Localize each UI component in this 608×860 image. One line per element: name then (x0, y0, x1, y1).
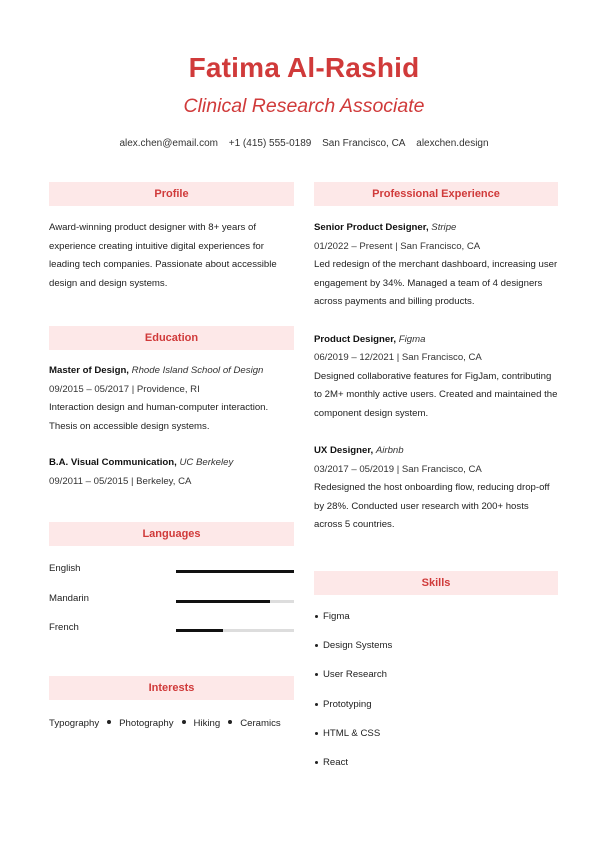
language-level-bar (176, 600, 294, 603)
experience-meta: 01/2022 – Present | San Francisco, CA (314, 240, 481, 252)
experience-role: Senior Product Designer, (314, 222, 429, 233)
interest-item: Photography (119, 717, 174, 729)
candidate-name: Fatima Al-Rashid (188, 52, 420, 83)
experience-company: Figma (398, 333, 426, 345)
contact-email[interactable]: alex.chen@email.com (119, 138, 218, 149)
experience-entry (314, 442, 558, 535)
experience-role: Product Designer, (314, 333, 397, 345)
experience-role: UX Designer, (314, 445, 374, 456)
education-entry (49, 362, 294, 436)
languages-list (49, 561, 294, 650)
language-row (49, 561, 294, 591)
experience-desc: Redesigned the host onboarding flow, reducing drop-off by 28%. Conducted user research with 200+ hosts across 5 countries. (314, 482, 550, 530)
experience-heading: Professional Experience (314, 182, 558, 206)
experience-company: Stripe (431, 222, 457, 233)
language-level-bar (176, 570, 294, 573)
education-degree: Master of Design, (49, 365, 129, 376)
experience-meta: 03/2017 – 05/2019 | San Francisco, CA (314, 463, 482, 475)
education-meta: 09/2015 – 05/2017 | Providence, RI (49, 383, 200, 395)
experience-title (314, 331, 558, 350)
contact-phone: +1 (415) 555-0189 (228, 138, 312, 149)
skill-item: Figma (314, 610, 558, 639)
bullet-dot-icon (107, 720, 111, 724)
skill-item: User Research (314, 668, 558, 697)
experience-company: Airbnb (375, 445, 404, 456)
education-school: UC Berkeley (179, 457, 234, 468)
language-level-bar (176, 629, 294, 632)
contact-line (0, 138, 608, 149)
interest-item: Hiking (193, 717, 221, 729)
language-name: Mandarin (49, 592, 89, 604)
education-meta: 09/2011 – 05/2015 | Berkeley, CA (49, 475, 192, 487)
language-level-fill (176, 629, 223, 632)
experience-desc: Designed collaborative features for FigJam, contributing to 2M+ monthly active users. Created and maintained the component design system. (314, 370, 558, 419)
profile-heading: Profile (49, 182, 294, 206)
education-desc: Interaction design and human-computer interaction. Thesis on accessible design systems. (49, 402, 269, 432)
candidate-title: Clinical Research Associate (183, 95, 425, 117)
education-entry (49, 454, 294, 491)
contact-location: San Francisco, CA (322, 138, 406, 149)
language-name: English (49, 563, 81, 574)
experience-desc: Led redesign of the merchant dashboard, increasing user engagement by 34%. Managed a team of 4 designers across payments and billing products. (314, 259, 558, 307)
language-row (49, 620, 294, 650)
skills-heading: Skills (314, 571, 558, 595)
skills-list (314, 610, 558, 786)
education-title (49, 454, 294, 473)
experience-entry (314, 219, 558, 312)
languages-heading: Languages (49, 522, 294, 546)
left-column (49, 182, 294, 729)
right-column (314, 182, 558, 786)
skill-item: Design Systems (314, 639, 558, 668)
contact-website[interactable]: alexchen.design (416, 138, 489, 149)
experience-title (314, 219, 558, 238)
education-heading: Education (49, 326, 294, 350)
language-row (49, 591, 294, 621)
interests-heading: Interests (49, 676, 294, 700)
interest-item: Typography (49, 717, 100, 729)
bullet-dot-icon (228, 720, 232, 724)
bullet-dot-icon (182, 720, 186, 724)
language-level-fill (176, 570, 294, 573)
experience-entry (314, 331, 558, 424)
skill-item: Prototyping (314, 698, 558, 727)
education-degree: B.A. Visual Communication, (49, 457, 177, 468)
education-title (49, 362, 294, 381)
skill-item: React (314, 756, 558, 785)
language-level-fill (176, 600, 270, 603)
experience-meta: 06/2019 – 12/2021 | San Francisco, CA (314, 352, 482, 363)
experience-title (314, 442, 558, 461)
education-school: Rhode Island School of Design (131, 365, 264, 376)
interest-item: Ceramics (240, 717, 281, 729)
profile-text: Award-winning product designer with 8+ years of experience creating intuitive digital experiences for leading tech companies. Passionate about accessible design and design systems. (49, 222, 277, 289)
skill-item: HTML & CSS (314, 727, 558, 756)
language-name: French (49, 622, 79, 633)
interests-list (49, 718, 294, 729)
